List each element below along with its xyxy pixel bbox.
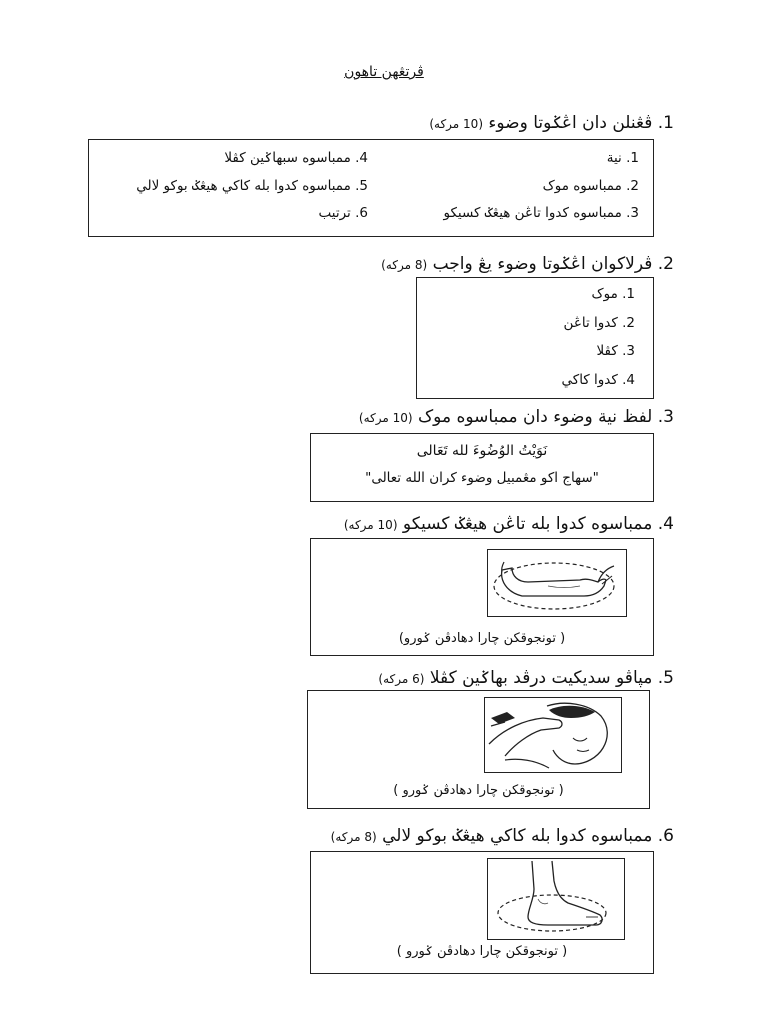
question-1-box	[88, 139, 654, 237]
q1-item-2: 2. ممباسوه موک	[542, 178, 639, 194]
q5-caption: ( تونجوقكن چارا دهادڤن ݢورو )	[393, 783, 564, 798]
arm-icon	[488, 550, 626, 616]
question-1-text: 1. ڤڠنلن دان اڠݢوتا وضوء	[488, 113, 674, 133]
question-5-box	[307, 690, 650, 809]
question-2-heading	[381, 253, 674, 276]
head-icon	[485, 698, 621, 772]
q6-caption: ( تونجوقكن چارا دهادڤن ݢورو )	[396, 944, 568, 959]
q1-item-6: 6. ترتيب	[318, 205, 368, 221]
q1-item-5: 5. ممباسوه كدوا بله كاكي هيڠݢ بوكو لالي	[136, 178, 368, 194]
q2-item-4: 4. كدوا كاكي	[561, 372, 635, 388]
question-5-heading	[378, 667, 674, 690]
question-1-heading	[429, 112, 674, 135]
question-4-text: 4. ممباسوه كدوا بله تاڠن هيڠݢ كسيكو	[402, 514, 674, 534]
question-1-marks: (10 مركه)	[429, 117, 483, 131]
niat-arabic-text: نَوَيْتُ الوُضُوءَ لله تَعَالى	[416, 443, 548, 459]
q1-item-1: 1. نية	[606, 150, 639, 166]
question-6-box	[310, 851, 654, 974]
q2-item-1: 1. موک	[591, 286, 635, 302]
question-4-heading	[344, 513, 674, 536]
question-2-text: 2. ڤرلاكوان اڠݢوتا وضوء يڠ واجب	[432, 254, 674, 274]
question-6-heading	[331, 825, 674, 848]
q4-caption: ( تونجوقكن چارا دهادڤن ݢورو)	[398, 631, 566, 646]
question-4-marks: (10 مركه)	[343, 518, 398, 532]
question-3-box	[310, 433, 654, 502]
q1-item-3: 3. ممباسوه كدوا تاڠن هيڠݢ كسيكو	[443, 205, 639, 221]
foot-icon	[488, 859, 624, 939]
question-6-text: 6. ممباسوه كدوا بله كاكي هيڠݢ بوكو لالي	[382, 826, 674, 846]
niat-translation: "سهاج اكو مڠمبيل وضوء كران الله تعالى"	[365, 470, 599, 486]
q2-item-2: 2. كدوا تاڠن	[563, 315, 635, 331]
question-2-marks: (8 مركه)	[381, 258, 428, 272]
question-3-text: 3. لفظ نية وضوء دان ممباسوه موک	[417, 407, 674, 427]
q2-item-3: 3. كڤلا	[596, 343, 635, 359]
head-wiping-illustration	[484, 697, 622, 773]
question-5-marks: (6 مركه)	[378, 672, 425, 686]
question-3-heading	[359, 406, 674, 429]
question-3-marks: (10 مركه)	[358, 411, 413, 425]
page-title: ڤرتڠهن تاهون	[344, 64, 424, 80]
question-5-text: 5. مپاڤو سديكيت درڤد بهاݢين كڤلا	[429, 668, 674, 688]
question-2-box	[416, 277, 654, 399]
arm-washing-illustration	[487, 549, 627, 617]
question-4-box	[310, 538, 654, 656]
foot-washing-illustration	[487, 858, 625, 940]
question-6-marks: (8 مركه)	[330, 830, 377, 844]
q1-item-4: 4. ممباسوه سبهاݢين كڤلا	[224, 150, 368, 166]
